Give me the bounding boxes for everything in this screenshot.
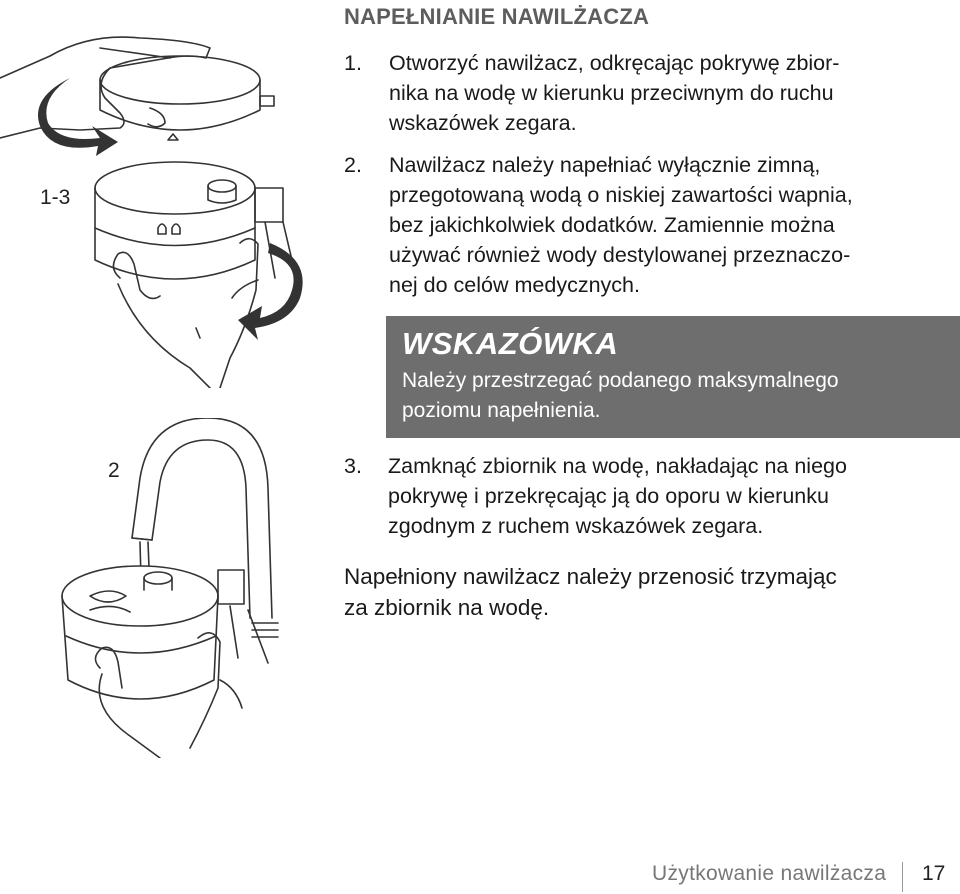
- step-text: Otworzyć nawilżacz, odkręcając pokrywę zbior- nika na wodę w kierunku przeciwnym do ruchu wskazówek zegara.: [389, 51, 840, 135]
- page-number: 17: [922, 862, 946, 885]
- page-footer: [652, 862, 952, 892]
- section-heading: NAPEŁNIANIE NAWILŻACZA: [344, 4, 650, 29]
- footer-section-title: Użytkowanie nawilżacza: [652, 862, 887, 885]
- step-number: 1.: [344, 51, 362, 75]
- illustration-filling-tank: [30, 418, 340, 758]
- step-text: Zamknąć zbiornik na wodę, nakładając na niego pokrywę i przekręcając ją do oporu w kierunku zgodnym z ruchem wskazówek zegara.: [388, 454, 847, 538]
- step-number: 2.: [344, 153, 362, 177]
- illustration-opening-lid: [0, 28, 330, 388]
- figure-label-1-3: 1-3: [40, 186, 71, 209]
- tip-title: WSKAZÓWKA: [402, 326, 619, 361]
- tip-box: [386, 316, 960, 438]
- step-number: 3.: [344, 454, 362, 478]
- carry-note: Napełniony nawilżacz należy przenosić trzymając za zbiornik na wodę.: [344, 564, 837, 620]
- figure-label-2: 2: [108, 459, 120, 482]
- footer-divider: [902, 862, 903, 892]
- tip-text: Należy przestrzegać podanego maksymalnego poziomu napełnienia.: [402, 369, 839, 422]
- step-text: Nawilżacz należy napełniać wyłącznie zimną, przegotowaną wodą o niskiej zawartości wapnia, bez jakichkolwiek dodatków. Zamiennie można używać również wody destylowanej przeznaczo- nej do celów medycznych.: [389, 153, 853, 297]
